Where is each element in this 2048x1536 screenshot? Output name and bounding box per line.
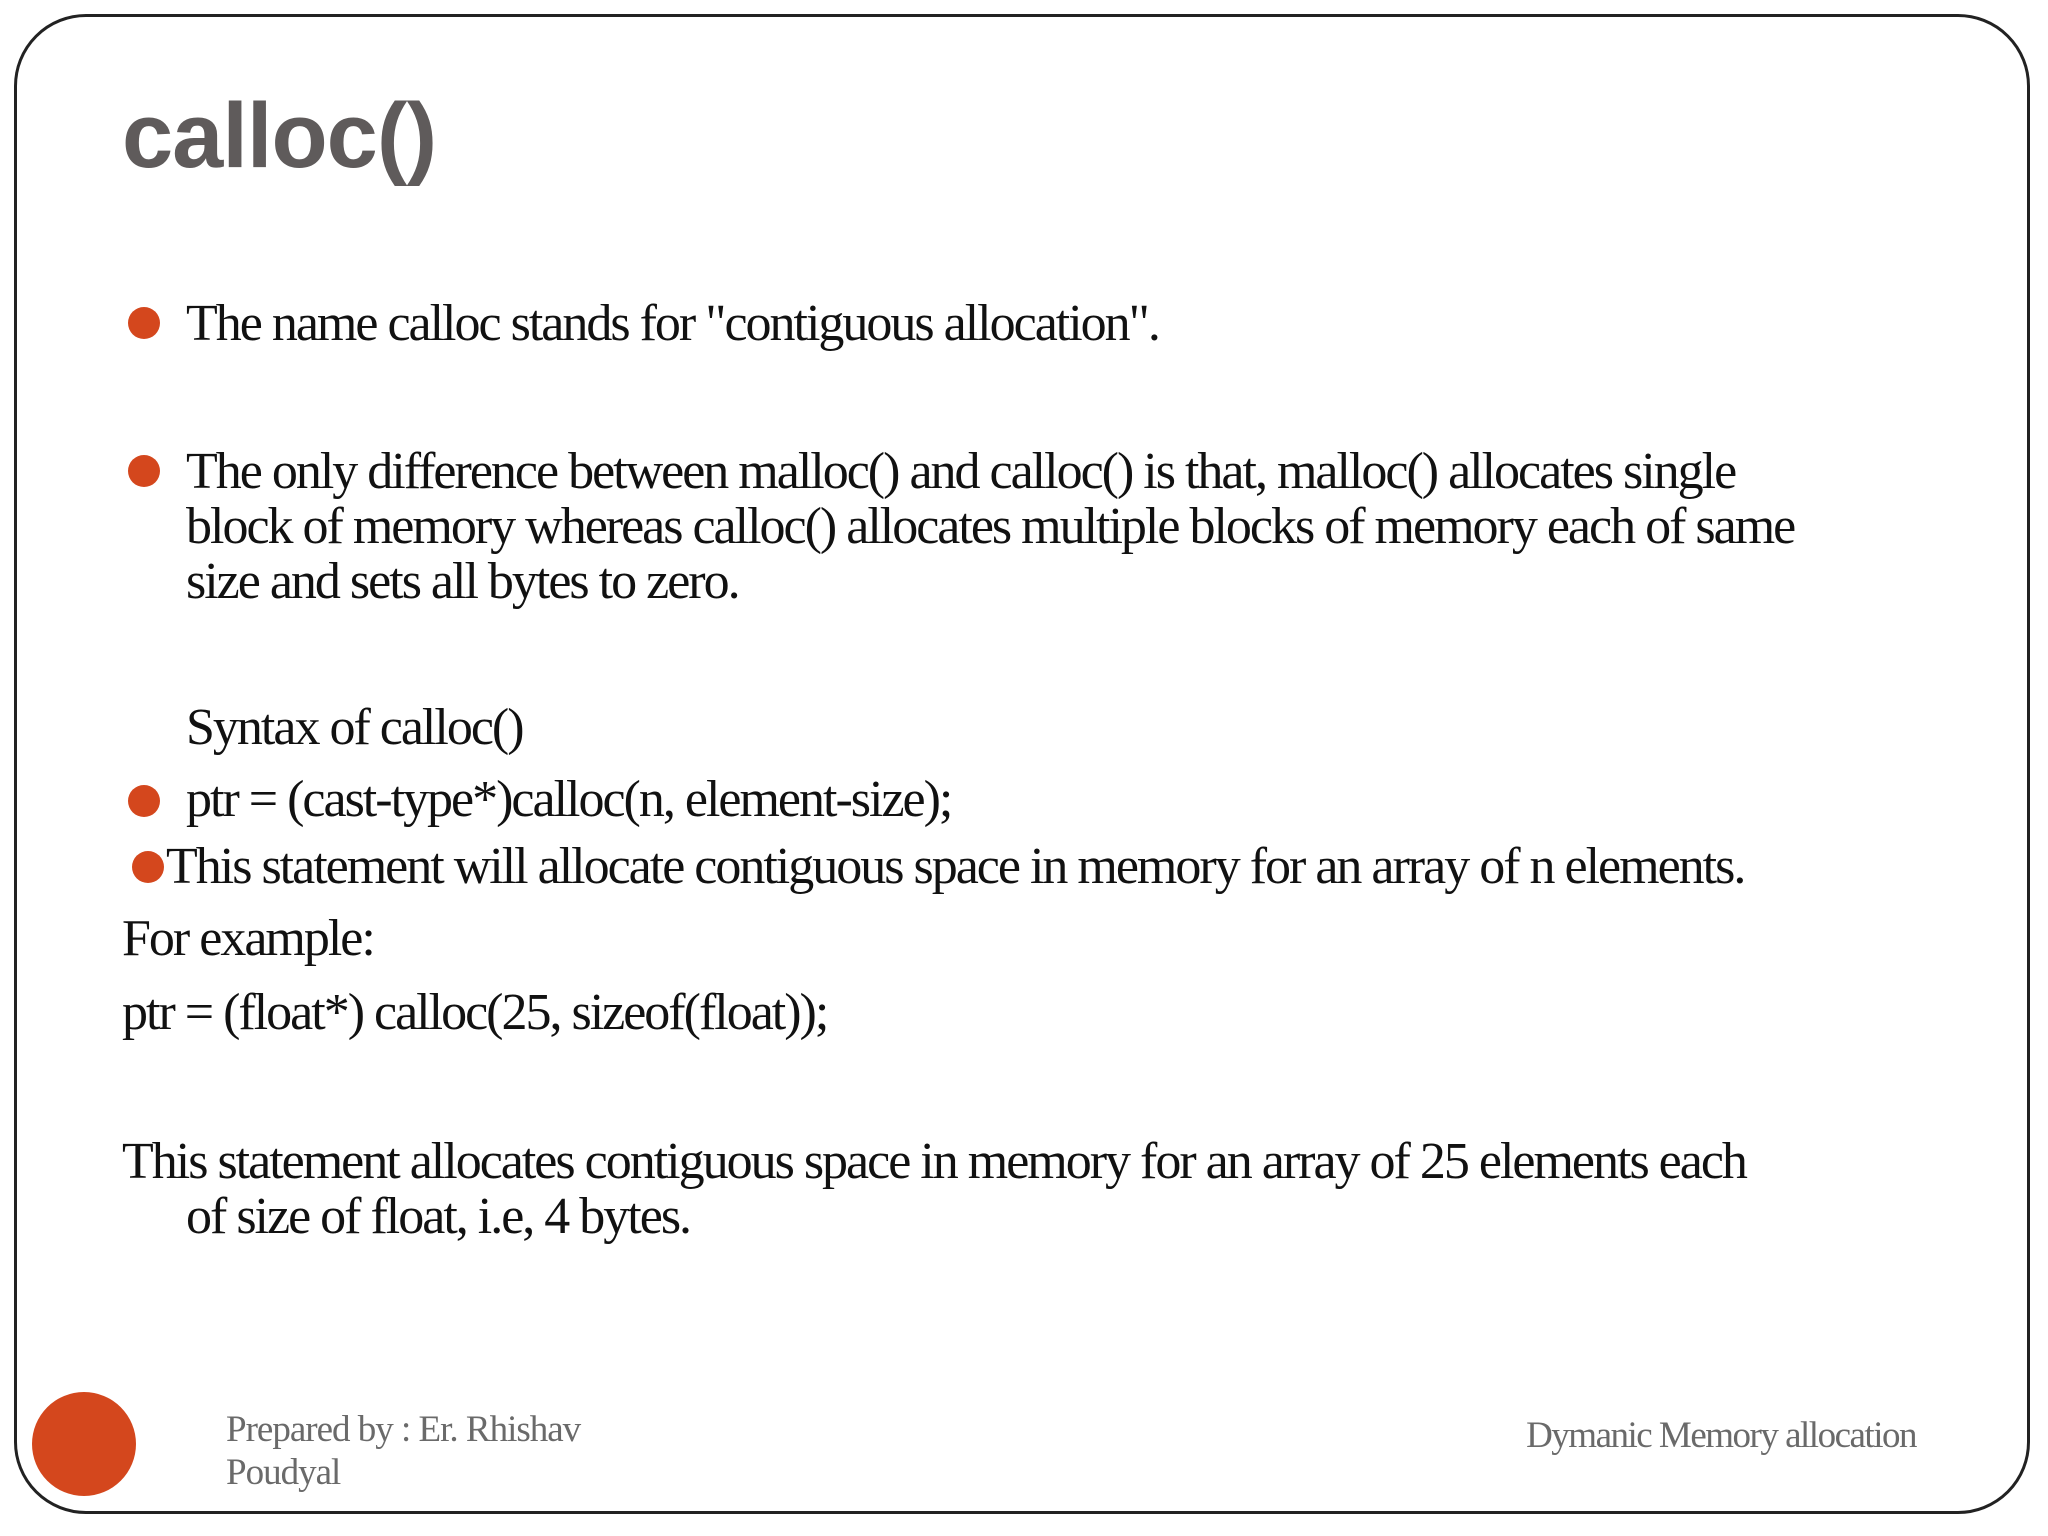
example-label: For example: <box>122 910 374 967</box>
bullet-text-calloc-name: The name calloc stands for "contiguous allocation". <box>186 295 1159 352</box>
footer-author-line-2: Poudyal <box>226 1452 341 1493</box>
syntax-heading: Syntax of calloc() <box>186 699 523 756</box>
bullet-dot-icon <box>132 851 164 883</box>
bullet-text-difference-line-3: size and sets all bytes to zero. <box>186 553 739 610</box>
example-note-line-1: This statement allocates contiguous space in memory for an array of 25 elements each <box>122 1133 1746 1190</box>
bullet-dot-icon <box>128 455 160 487</box>
bullet-dot-icon <box>128 307 160 339</box>
slide-frame <box>14 14 2030 1514</box>
syntax-note: This statement will allocate contiguous space in memory for an array of n elements. <box>166 838 1745 895</box>
slide-title: calloc() <box>122 85 437 187</box>
bullet-dot-icon <box>128 785 160 817</box>
syntax-code: ptr = (cast-type*)calloc(n, element-size); <box>186 771 952 828</box>
footer-author-line-1: Prepared by : Er. Rhishav <box>226 1409 581 1450</box>
footer-circle-icon <box>32 1392 136 1496</box>
bullet-text-difference-line-1: The only difference between malloc() and calloc() is that, malloc() allocates single <box>186 443 1736 500</box>
bullet-text-difference-line-2: block of memory whereas calloc() allocates multiple blocks of memory each of same <box>186 498 1795 555</box>
footer-author <box>226 1408 686 1494</box>
example-note-line-2: of size of float, i.e, 4 bytes. <box>186 1188 691 1245</box>
example-code: ptr = (float*) calloc(25, sizeof(float)); <box>122 984 828 1041</box>
footer-topic: Dymanic Memory allocation <box>1526 1415 1916 1456</box>
